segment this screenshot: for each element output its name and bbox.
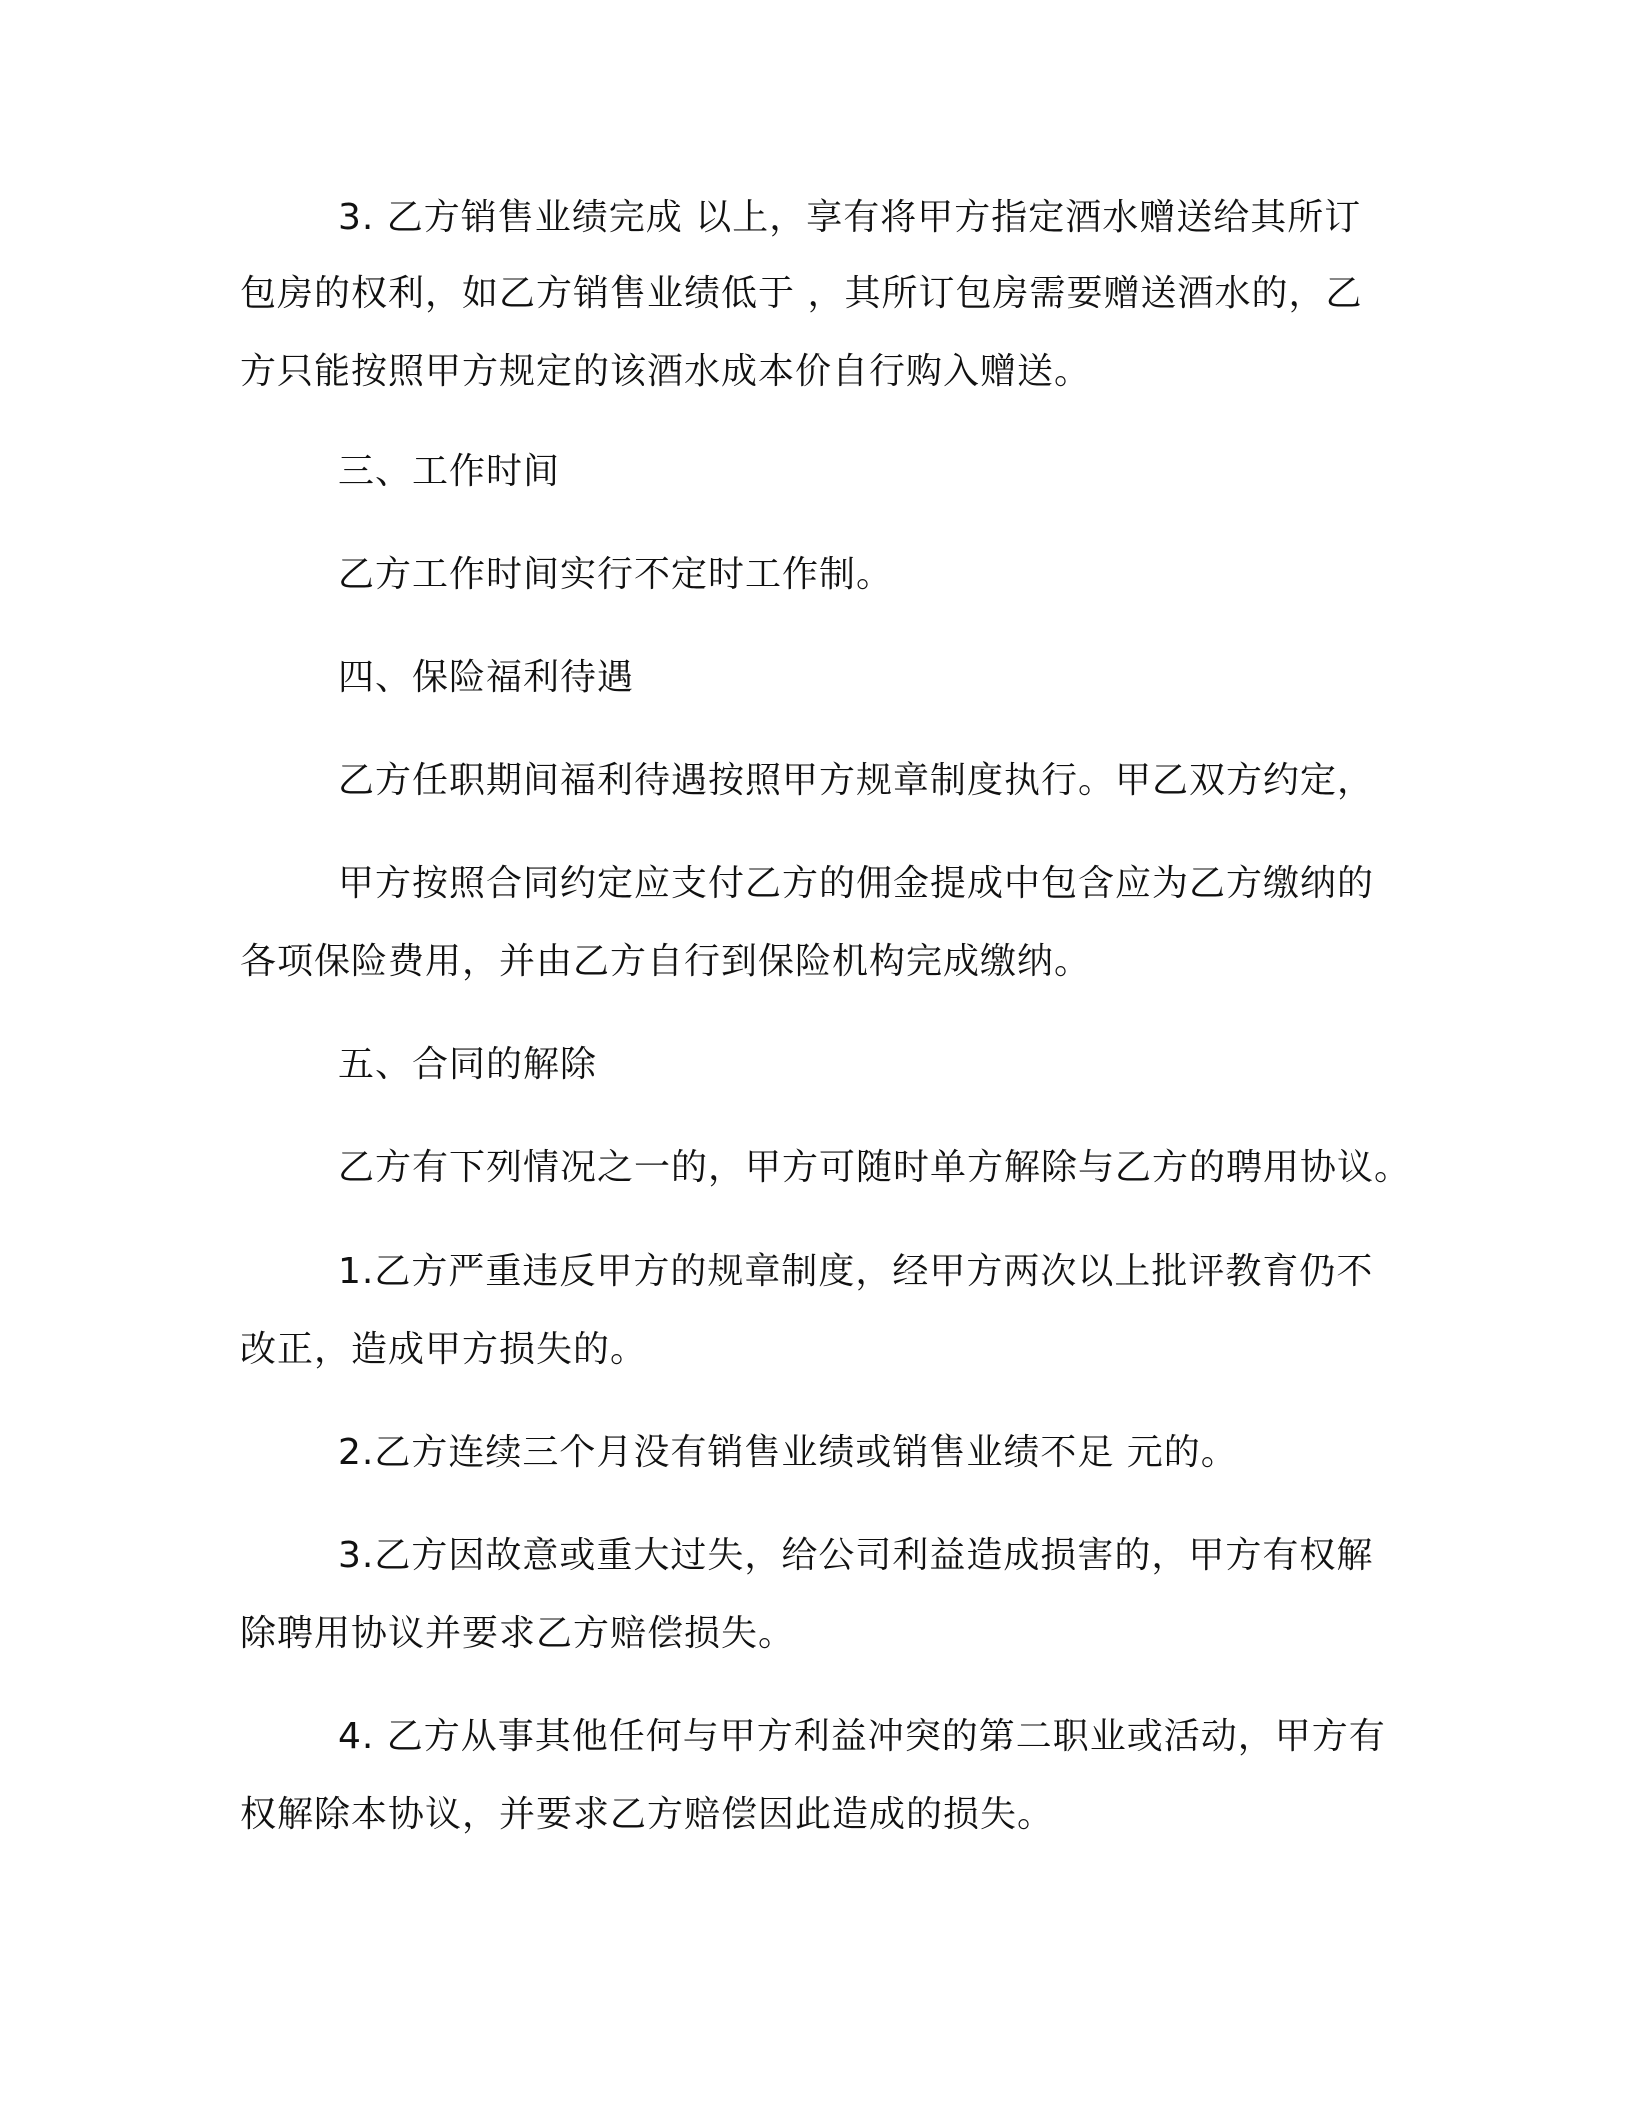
list-item-line: 1.乙方严重违反甲方的规章制度，经甲方两次以上批评教育仍不 [338, 1251, 1374, 1292]
paragraph-line: 包房的权利，如乙方销售业绩低于 ，其所订包房需要赠送酒水的，乙 [240, 273, 1363, 314]
paragraph-line: 乙方工作时间实行不定时工作制。 [338, 554, 894, 595]
section-heading: 五、合同的解除 [338, 1044, 598, 1085]
paragraph-line: 乙方有下列情况之一的，甲方可随时单方解除与乙方的聘用协议。 [338, 1147, 1412, 1188]
list-item-line: 权解除本协议，并要求乙方赔偿因此造成的损失。 [240, 1794, 1055, 1835]
list-item-line: 4. 乙方从事其他任何与甲方利益冲突的第二职业或活动，甲方有 [338, 1716, 1386, 1757]
section-heading: 三、工作时间 [338, 451, 561, 492]
paragraph-line: 各项保险费用，并由乙方自行到保险机构完成缴纳。 [240, 941, 1092, 982]
section-heading: 四、保险福利待遇 [338, 657, 635, 698]
paragraph-line: 乙方任职期间福利待遇按照甲方规章制度执行。甲乙双方约定， [338, 760, 1375, 801]
list-item-line: 2.乙方连续三个月没有销售业绩或销售业绩不足 元的。 [338, 1432, 1238, 1473]
list-item-line: 3.乙方因故意或重大过失，给公司利益造成损害的，甲方有权解 [338, 1535, 1374, 1576]
paragraph-line: 方只能按照甲方规定的该酒水成本价自行购入赠送。 [240, 351, 1092, 392]
list-item-line: 改正，造成甲方损失的。 [240, 1329, 648, 1370]
paragraph-line: 3. 乙方销售业绩完成 以上，享有将甲方指定酒水赠送给其所订 [338, 197, 1362, 238]
list-item-line: 除聘用协议并要求乙方赔偿损失。 [240, 1613, 796, 1654]
paragraph-line: 甲方按照合同约定应支付乙方的佣金提成中包含应为乙方缴纳的 [338, 863, 1375, 904]
